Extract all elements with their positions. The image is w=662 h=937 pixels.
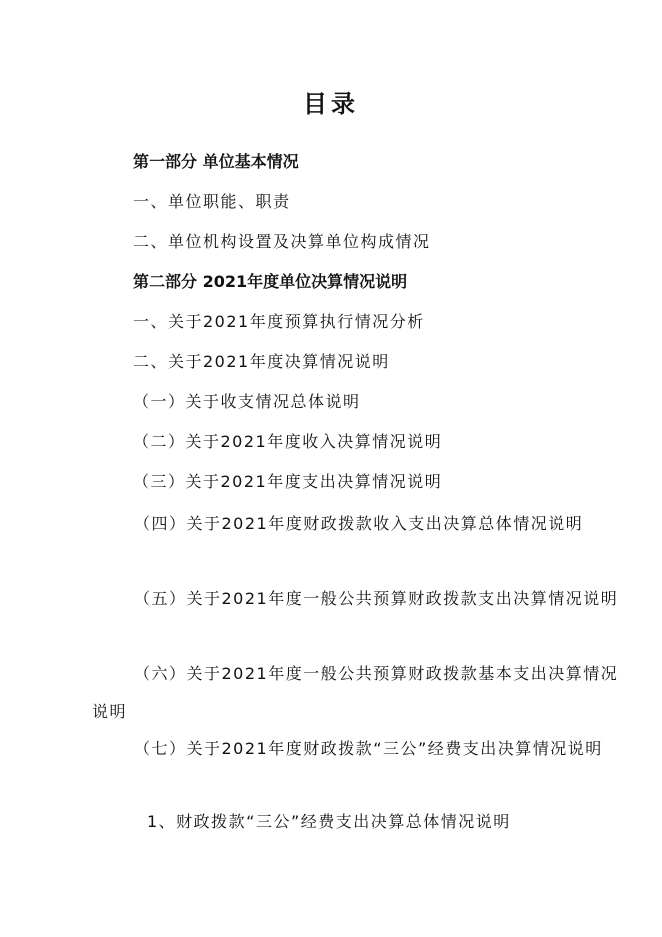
toc-entry-label: （一）关于收支情况总体说明 bbox=[133, 392, 361, 411]
toc-entry-label: 一、关于2021年度预算执行情况分析 bbox=[133, 312, 425, 331]
toc-entry-label: 二、单位机构设置及决算单位构成情况 bbox=[133, 232, 431, 251]
part2-heading: 第二部分 2021年度单位决算情况说明 bbox=[133, 272, 408, 291]
toc-entry-wrapped[interactable]: （六）关于2021年度一般公共预算财政拨款基本支出决算情况说明 bbox=[92, 664, 619, 721]
toc-entry-wrapped[interactable]: （七）关于2021年度财政拨款“三公”经费支出决算情况说明 bbox=[134, 739, 603, 758]
toc-entry-wrapped[interactable]: （四）关于2021年度财政拨款收入支出决算总体情况说明 bbox=[134, 514, 584, 533]
toc-entry-label: 1、财政拨款“三公”经费支出决算总体情况说明 bbox=[147, 812, 511, 831]
toc-entry-label: 一、单位职能、职责 bbox=[133, 192, 291, 211]
page-title: 目录 bbox=[303, 90, 359, 118]
toc-entry-label: （三）关于2021年度支出决算情况说明 bbox=[133, 472, 443, 491]
toc-entry-label: （二）关于2021年度收入决算情况说明 bbox=[133, 432, 443, 451]
toc-entry-wrapped[interactable]: （五）关于2021年度一般公共预算财政拨款支出决算情况说明 bbox=[134, 589, 619, 608]
part1-heading: 第一部分 单位基本情况 bbox=[133, 152, 299, 171]
toc-entry-label: 二、关于2021年度决算情况说明 bbox=[133, 352, 390, 371]
